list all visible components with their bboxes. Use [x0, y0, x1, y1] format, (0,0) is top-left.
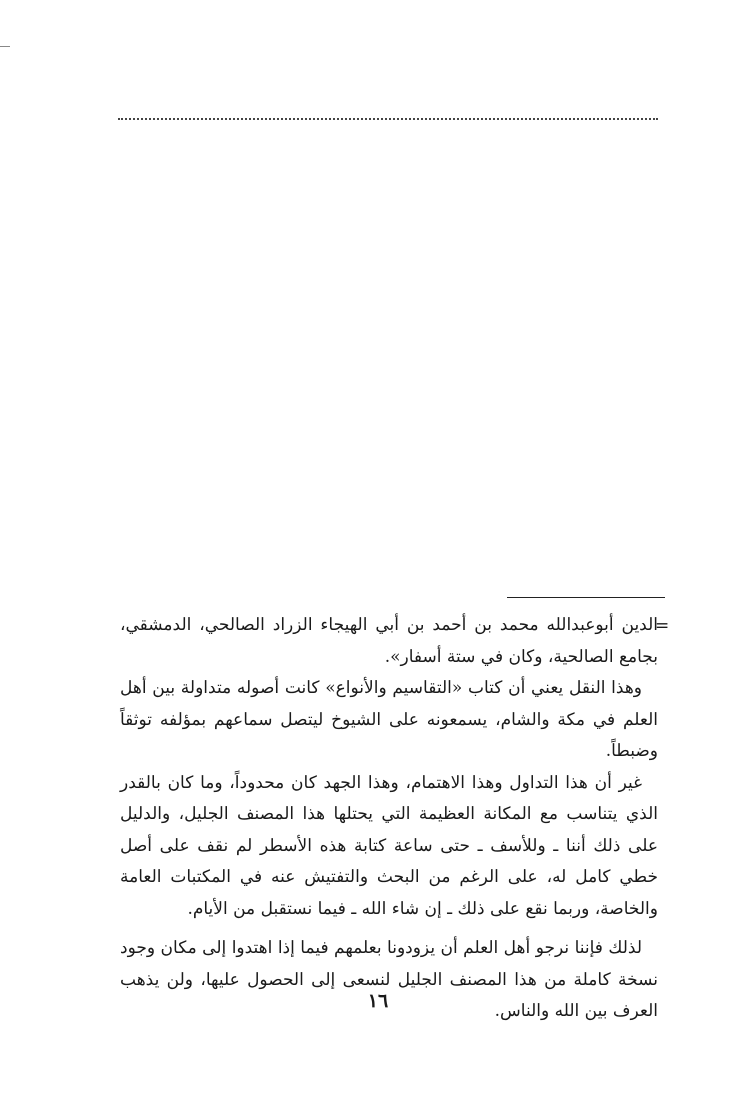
footnote-paragraph-1: الدين أبوعبدالله محمد بن أحمد بن أبي الهيجاء الزراد الصالحي، الدمشقي، بجامع الصالحية، وكان في ستة أسفار».	[120, 615, 659, 667]
footnote-separator	[507, 597, 665, 598]
footnote-paragraph-2: وهذا النقل يعني أن كتاب «التقاسيم والأنواع» كانت أصوله متداولة بين أهل العلم في مكة والشام، يسمعونه على الشيوخ ليتصل سماعهم بمؤلفه توثقاً وضبطاً.	[120, 678, 658, 761]
scan-edge-mark	[0, 46, 10, 47]
footnote-continuation-mark: =	[655, 616, 670, 636]
page-number: ١٦	[367, 990, 389, 1012]
dotted-separator	[118, 118, 658, 120]
footnote-paragraph-3: غير أن هذا التداول وهذا الاهتمام، وهذا الجهد كان محدوداً، وما كان بالقدر الذي يتناسب مع المكانة العظيمة التي يحتلها هذا المصنف الجليل، والدليل على ذلك أننا ـ وللأسف ـ حتى ساعة كتابة هذه الأسطر لم نقف على أصل خطي كامل له، على الرغم من البحث والتفتيش عنه في المكتبات العامة والخاصة، وربما نقع على ذلك ـ إن شاء الله ـ فيما نستقبل من الأيام.	[120, 772, 658, 919]
footnote-block	[120, 610, 658, 1028]
footnote-paragraph-4: لذلك فإننا نرجو أهل العلم أن يزودونا بعلمهم فيما إذا اهتدوا إلى مكان وجود نسخة كاملة من هذا المصنف الجليل لنسعى إلى الحصول عليها، ولن يذهب العرف بين الله والناس.	[120, 938, 658, 1021]
